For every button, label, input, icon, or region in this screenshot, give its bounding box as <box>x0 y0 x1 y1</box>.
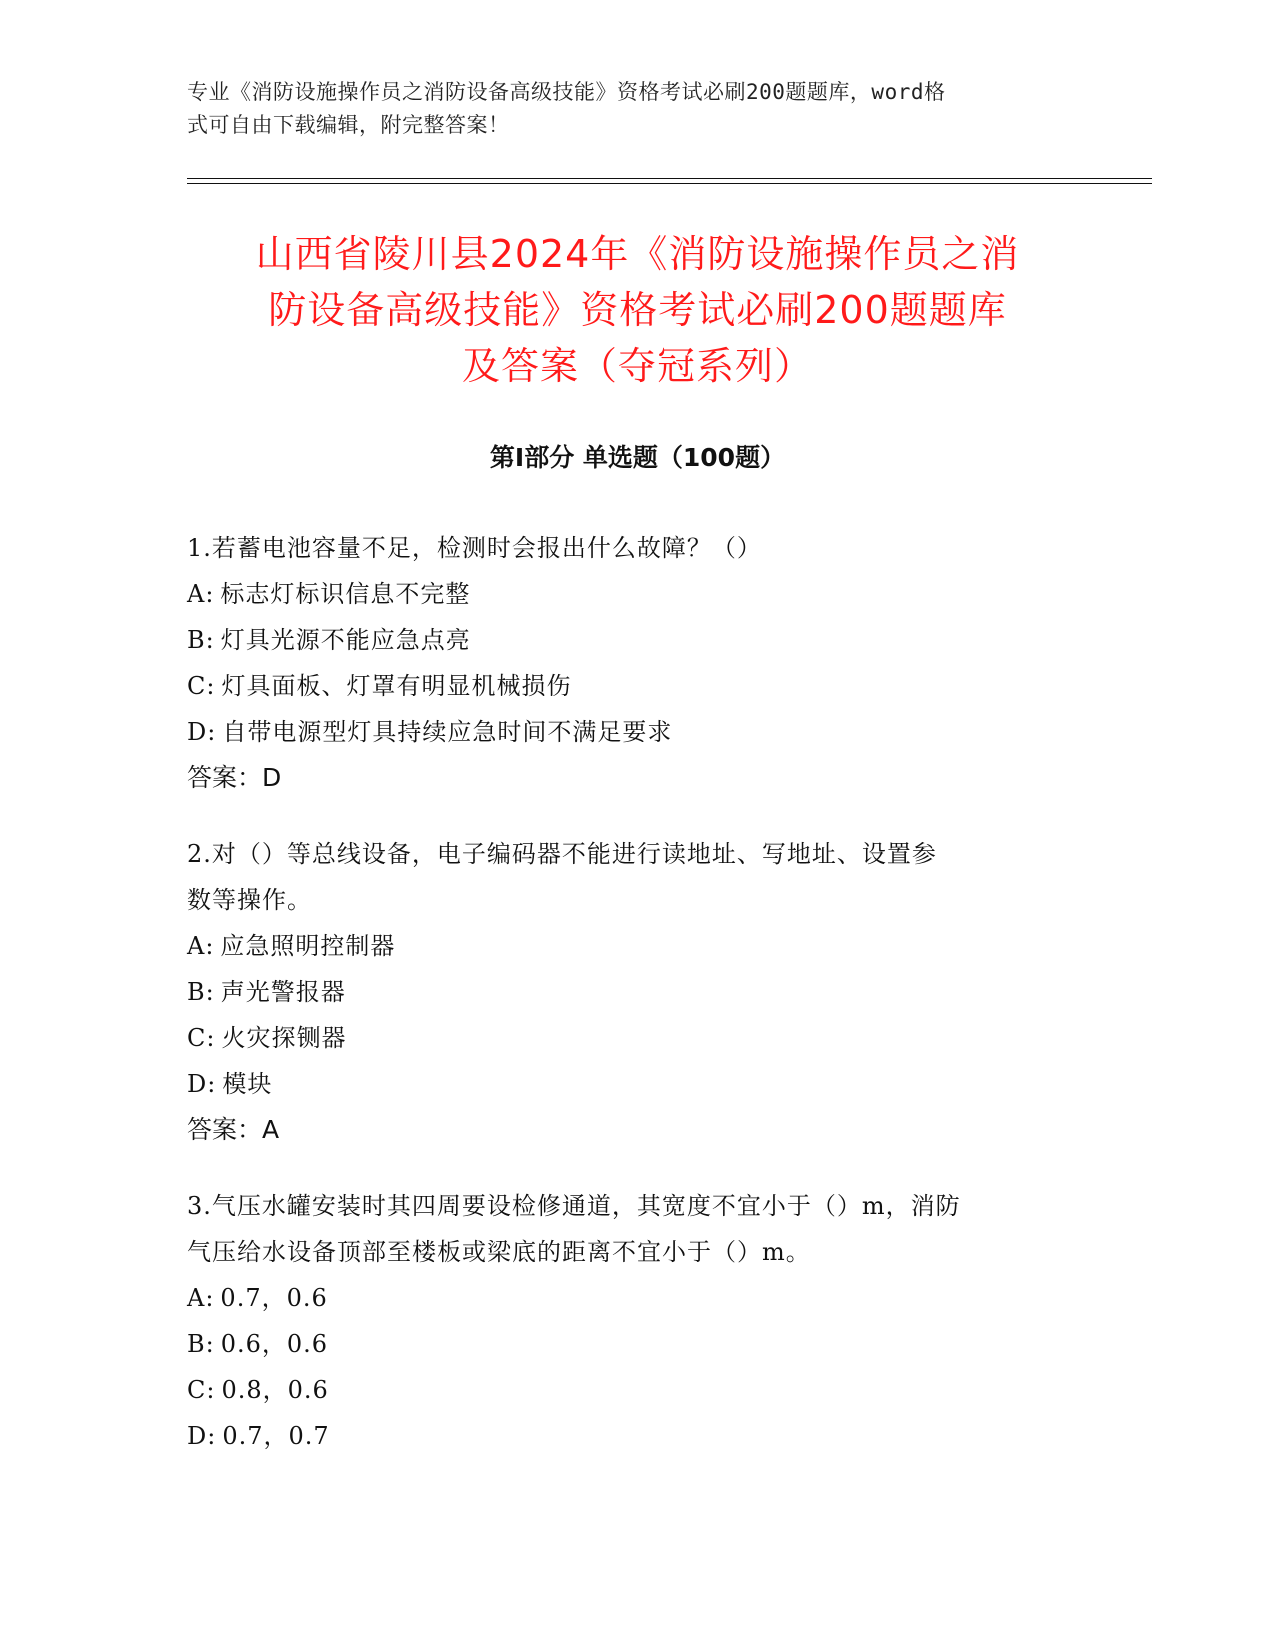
option-text: 灯具面板、灯罩有明显机械损伤 <box>221 672 572 700</box>
option-label: B: <box>187 626 215 654</box>
document-title-line-2: 防设备高级技能》资格考试必刷200题题库 <box>268 288 1007 332</box>
option-text: 0.7，0.6 <box>220 1284 328 1312</box>
question-2-option-a <box>187 923 1087 969</box>
option-label: A: <box>187 580 215 608</box>
question-1 <box>187 525 1087 801</box>
option-label: B: <box>187 1330 215 1358</box>
header-note-line-2: 式可自由下载编辑，附完整答案！ <box>187 113 510 137</box>
question-3-option-b <box>187 1321 1087 1367</box>
question-1-option-c <box>187 663 1087 709</box>
question-1-option-a <box>187 571 1087 617</box>
question-2-option-d <box>187 1061 1087 1107</box>
document-title-line-1: 山西省陵川县2024年《消防设施操作员之消 <box>255 232 1020 276</box>
question-2-option-c <box>187 1015 1087 1061</box>
option-text: 模块 <box>222 1070 273 1098</box>
option-label: C: <box>187 672 216 700</box>
question-3-option-c <box>187 1367 1087 1413</box>
question-2 <box>187 831 1087 1153</box>
header-divider-top <box>187 178 1152 179</box>
question-1-stem: 1.若蓄电池容量不足，检测时会报出什么故障？（） <box>187 534 762 562</box>
header-divider-bottom <box>187 183 1152 184</box>
question-2-stem-line-1: 2.对（）等总线设备，电子编码器不能进行读地址、写地址、设置参 <box>187 840 937 868</box>
option-text: 自带电源型灯具持续应急时间不满足要求 <box>222 718 673 746</box>
question-2-stem-line-2: 数等操作。 <box>187 886 312 914</box>
option-label: C: <box>187 1376 216 1404</box>
question-1-option-b <box>187 617 1087 663</box>
option-text: 0.6，0.6 <box>220 1330 329 1358</box>
option-label: D: <box>187 1422 217 1450</box>
question-3-option-d <box>187 1413 1087 1459</box>
header-note-line-1: 专业《消防设施操作员之消防设备高级技能》资格考试必刷200题题库，word格 <box>187 80 946 104</box>
option-text: 火灾探铡器 <box>221 1024 347 1052</box>
question-3-option-a <box>187 1275 1087 1321</box>
header-note <box>187 76 1077 142</box>
question-3-stem-line-2: 气压给水设备顶部至楼板或梁底的距离不宜小于（）m。 <box>187 1238 811 1266</box>
question-1-answer: 答案：D <box>187 763 282 792</box>
option-text: 标志灯标识信息不完整 <box>220 580 471 608</box>
option-label: A: <box>187 1284 215 1312</box>
option-label: D: <box>187 1070 217 1098</box>
question-2-answer: 答案：A <box>187 1115 280 1144</box>
document-title-line-3: 及答案（夺冠系列） <box>461 344 813 388</box>
option-text: 0.8，0.6 <box>221 1376 329 1404</box>
option-text: 声光警报器 <box>220 978 346 1006</box>
document-title <box>150 226 1125 394</box>
option-text: 灯具光源不能应急点亮 <box>220 626 471 654</box>
question-2-option-b <box>187 969 1087 1015</box>
option-text: 应急照明控制器 <box>220 932 396 960</box>
option-text: 0.7，0.7 <box>222 1422 330 1450</box>
option-label: C: <box>187 1024 216 1052</box>
question-3-stem-line-1: 3.气压水罐安装时其四周要设检修通道，其宽度不宜小于（）m，消防 <box>187 1192 961 1220</box>
question-3 <box>187 1183 1087 1459</box>
option-label: B: <box>187 978 215 1006</box>
option-label: A: <box>187 932 215 960</box>
option-label: D: <box>187 718 217 746</box>
question-list <box>187 525 1087 1489</box>
section-title: 第Ⅰ部分 单选题（100题） <box>489 443 786 472</box>
question-1-option-d <box>187 709 1087 755</box>
